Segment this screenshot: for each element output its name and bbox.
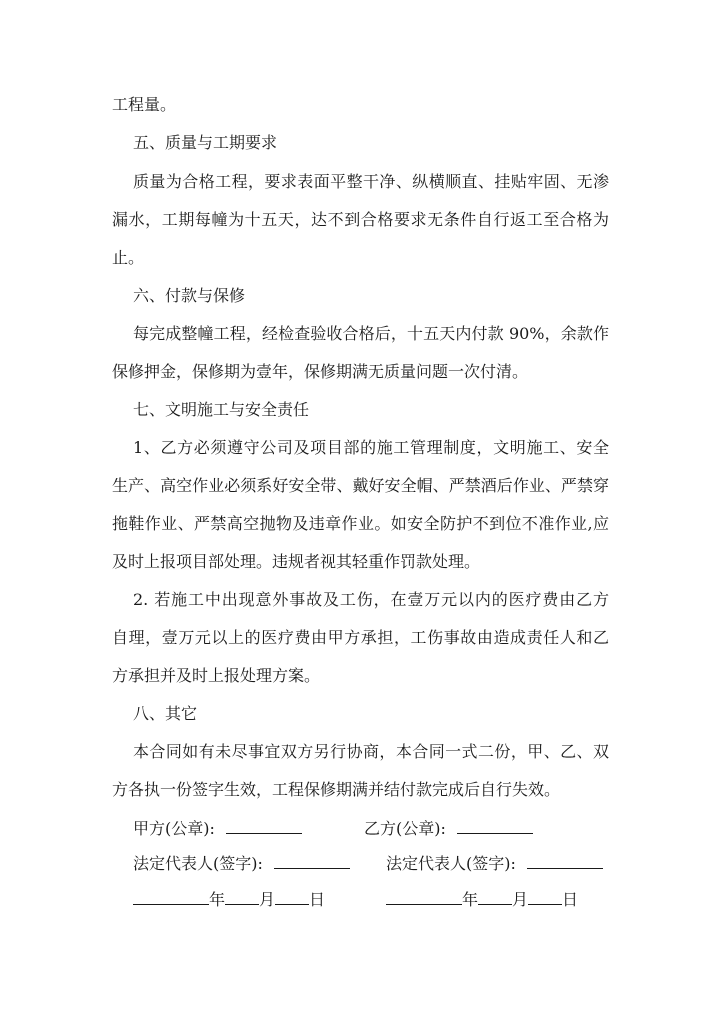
text-line: 每完成整幢工程，经检查验收合格后，十五天内付款 90%，余款作 xyxy=(133,324,609,343)
party-b-rep-label: 法定代表人(签字): xyxy=(386,854,516,873)
month-label: 月 xyxy=(512,890,529,909)
party-b-seal-label: 乙方(公章): xyxy=(364,819,446,838)
party-a-rep-blank[interactable] xyxy=(274,853,350,869)
text-line: 止。 xyxy=(112,248,145,267)
party-a-seal-label: 甲方(公章): xyxy=(133,819,215,838)
day-label: 日 xyxy=(562,890,579,909)
section-heading-safety: 七、文明施工与安全责任 xyxy=(133,400,310,419)
party-b-rep-field xyxy=(386,853,603,874)
text-line: 漏水，工期每幢为十五天，达不到合格要求无条件自行返工至合格为 xyxy=(112,210,609,229)
text-line: 生产、高空作业必须系好安全带、戴好安全帽、严禁酒后作业、严禁穿 xyxy=(112,476,609,495)
text-line: 方各执一份签字生效，工程保修期满并结付款完成后自行失效。 xyxy=(112,780,561,799)
party-b-day-blank[interactable] xyxy=(528,889,562,905)
party-a-seal-field xyxy=(133,818,302,839)
text-line: 2. 若施工中出现意外事故及工伤，在壹万元以内的医疗费由乙方 xyxy=(133,590,609,609)
text-line: 自理，壹万元以上的医疗费由甲方承担，工伤事故由造成责任人和乙 xyxy=(112,628,609,647)
party-a-day-blank[interactable] xyxy=(275,889,309,905)
party-a-rep-label: 法定代表人(签字): xyxy=(133,854,263,873)
year-label: 年 xyxy=(209,890,226,909)
text-line: 保修押金，保修期为壹年，保修期满无质量问题一次付清。 xyxy=(112,362,529,381)
party-a-month-blank[interactable] xyxy=(225,889,259,905)
section-heading-payment: 六、付款与保修 xyxy=(133,286,246,305)
text-line: 及时上报项目部处理。违规者视其轻重作罚款处理。 xyxy=(112,552,481,571)
text-line: 质量为合格工程，要求表面平整干净、纵横顺直、挂贴牢固、无渗 xyxy=(133,172,609,191)
party-b-seal-blank[interactable] xyxy=(457,818,533,834)
party-a-year-blank[interactable] xyxy=(133,889,209,905)
year-label: 年 xyxy=(462,890,479,909)
party-b-rep-blank[interactable] xyxy=(527,853,603,869)
party-b-month-blank[interactable] xyxy=(478,889,512,905)
text-line: 工程量。 xyxy=(112,95,177,114)
text-line: 方承担并及时上报处理方案。 xyxy=(112,666,321,685)
text-line: 拖鞋作业、严禁高空抛物及违章作业。如安全防护不到位不准作业,应 xyxy=(112,514,609,533)
party-b-date-field xyxy=(386,889,578,910)
party-a-rep-field xyxy=(133,853,350,874)
party-b-seal-field xyxy=(364,818,533,839)
party-a-date-field xyxy=(133,889,325,910)
text-line: 本合同如有未尽事宜双方另行协商，本合同一式二份，甲、乙、双 xyxy=(133,742,609,761)
text-line: 1、乙方必须遵守公司及项目部的施工管理制度，文明施工、安全 xyxy=(133,438,609,457)
section-heading-other: 八、其它 xyxy=(133,704,198,723)
day-label: 日 xyxy=(309,890,326,909)
section-heading-quality: 五、质量与工期要求 xyxy=(133,133,278,152)
party-b-year-blank[interactable] xyxy=(386,889,462,905)
party-a-seal-blank[interactable] xyxy=(226,818,302,834)
month-label: 月 xyxy=(259,890,276,909)
